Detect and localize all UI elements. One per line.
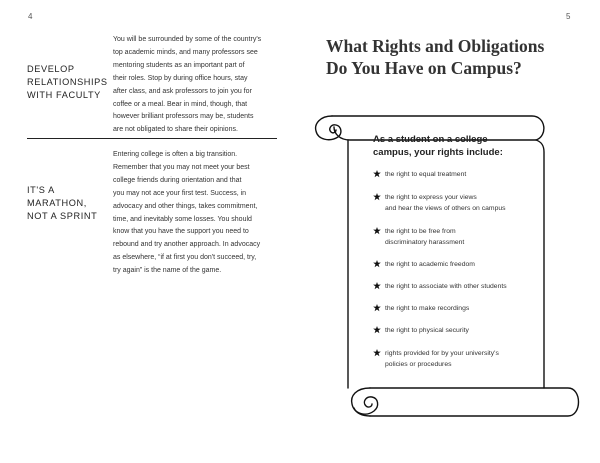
star-icon — [373, 227, 381, 235]
right-text: the right to academic freedom — [385, 261, 475, 268]
section-heading-faculty — [27, 63, 117, 102]
body-line: advocacy and other things, takes commitment, — [113, 202, 258, 210]
star-icon — [373, 326, 381, 334]
body-line: time, and inevitably some losses. You should — [113, 215, 252, 223]
body-line: You will be surrounded by some of the country's — [113, 36, 262, 43]
body-line: top academic minds, and many professors see — [113, 48, 258, 56]
star-icon — [373, 282, 381, 290]
body-line: college friends during orientation and that — [113, 176, 242, 184]
right-text: policies or procedures — [385, 361, 452, 368]
heading-line: RELATIONSHIPS — [27, 77, 108, 87]
list-item — [373, 192, 548, 214]
page-number-right: 5 — [566, 12, 571, 21]
right-text: the right to be free from — [385, 228, 456, 235]
list-item — [373, 169, 548, 180]
body-line: rebound and try another approach. In advocacy — [113, 241, 261, 249]
list-item — [373, 303, 548, 314]
body-line: try again” is the name of the game. — [113, 267, 222, 275]
body-line: however brilliant professors may be, students — [113, 113, 254, 121]
right-text: rights provided for by your university's — [385, 350, 499, 357]
section-body-marathon — [113, 149, 283, 278]
section-body-faculty — [113, 34, 283, 137]
star-icon — [373, 304, 381, 312]
body-line: coffee or a meal. Bear in mind, though, that — [113, 100, 248, 108]
section-divider — [27, 138, 277, 139]
right-text: the right to express your views — [385, 194, 477, 201]
heading-line: NOT A SPRINT — [27, 211, 98, 221]
body-line: mentoring students as an important part of — [113, 61, 245, 69]
heading-line: MARATHON, — [27, 198, 87, 208]
list-item — [373, 325, 548, 336]
body-line: Entering college is often a big transition. — [113, 151, 238, 158]
body-line: after class, and ask professors to join you for — [113, 87, 252, 95]
star-icon — [373, 260, 381, 268]
section-heading-marathon — [27, 184, 117, 223]
right-text: and hear the views of others on campus — [385, 205, 506, 212]
right-text: the right to equal treatment — [385, 171, 467, 178]
title-line: What Rights and Obligations — [326, 36, 545, 56]
rights-heading-line: campus, your rights include: — [373, 146, 503, 158]
list-item — [373, 226, 548, 248]
page-number-left: 4 — [28, 12, 33, 21]
body-line: you may not ace your first test. Success, in — [113, 189, 247, 197]
right-text: the right to make recordings — [385, 305, 470, 312]
body-line: know that you have the support you need to — [113, 228, 249, 236]
list-item — [373, 348, 548, 370]
right-text: discriminatory harassment — [385, 239, 465, 246]
page-title — [326, 35, 544, 79]
right-text: the right to physical security — [385, 327, 469, 334]
right-text: the right to associate with other students — [385, 283, 507, 290]
rights-heading — [373, 134, 503, 159]
title-line: Do You Have on Campus? — [326, 58, 522, 78]
heading-line: IT'S A — [27, 185, 55, 195]
body-line: Remember that you may not meet your best — [113, 163, 250, 171]
heading-line: DEVELOP — [27, 64, 75, 74]
star-icon — [373, 193, 381, 201]
body-line: as elsewhere, “if at first you don't succeed, try, — [113, 254, 257, 262]
star-icon — [373, 170, 381, 178]
rights-heading-line: As a student on a college — [373, 134, 488, 145]
list-item — [373, 259, 548, 270]
body-line: their roles. Stop by during office hours, stay — [113, 74, 248, 82]
body-line: are not obligated to share their opinions. — [113, 126, 238, 134]
list-item — [373, 281, 548, 292]
star-icon — [373, 349, 381, 357]
heading-line: WITH FACULTY — [27, 90, 101, 100]
